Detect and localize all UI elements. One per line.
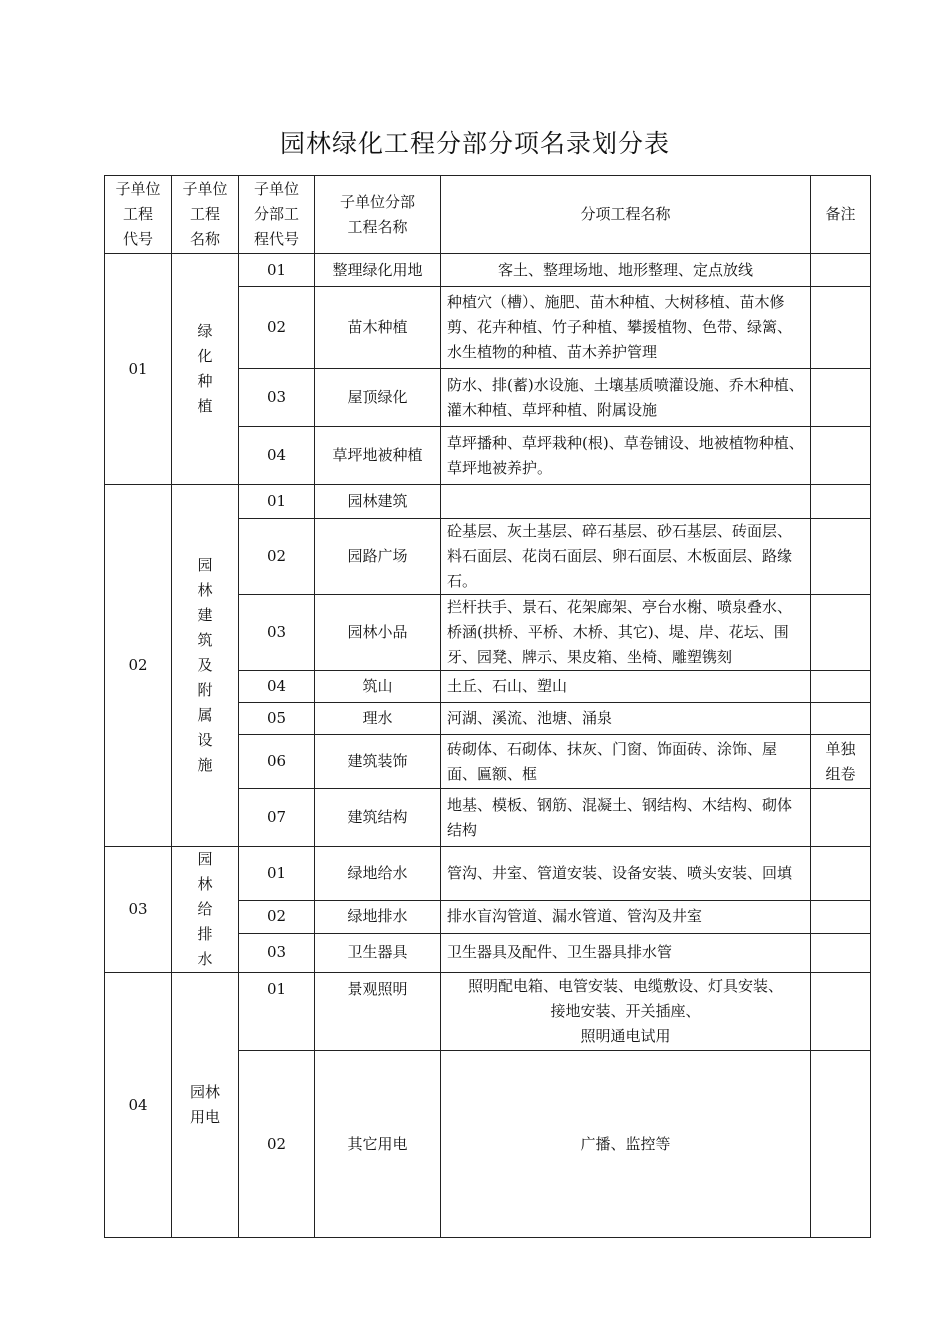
sub-code: 01 bbox=[239, 485, 315, 519]
sub-code: 05 bbox=[239, 703, 315, 735]
unit-name: 园林给排水 bbox=[172, 847, 239, 973]
items-text: 照明配电箱、电管安装、电缆敷设、灯具安装、 接地安装、开关插座、 照明通电试用 bbox=[441, 973, 811, 1051]
items-text: 地基、模板、钢筋、混凝土、钢结构、木结构、砌体结构 bbox=[441, 789, 811, 847]
remark bbox=[811, 789, 871, 847]
sub-name: 其它用电 bbox=[315, 1051, 441, 1238]
unit-name: 园林用电 bbox=[172, 973, 239, 1238]
sub-name: 园林建筑 bbox=[315, 485, 441, 519]
table-row bbox=[105, 847, 871, 901]
unit-name: 绿化种植 bbox=[172, 254, 239, 485]
header-sub-name: 子单位分部 工程名称 bbox=[315, 176, 441, 254]
sub-code: 01 bbox=[239, 254, 315, 287]
sub-code: 03 bbox=[239, 369, 315, 427]
remark bbox=[811, 933, 871, 972]
sub-code: 06 bbox=[239, 735, 315, 789]
sub-code: 03 bbox=[239, 933, 315, 972]
sub-name: 理水 bbox=[315, 703, 441, 735]
header-items: 分项工程名称 bbox=[441, 176, 811, 254]
items-text: 砼基层、灰土基层、碎石基层、砂石基层、砖面层、料石面层、花岗石面层、卵石面层、木板面层、路缘石。 bbox=[441, 519, 811, 595]
sub-name: 草坪地被种植 bbox=[315, 427, 441, 485]
items-text: 河湖、溪流、池塘、涌泉 bbox=[441, 703, 811, 735]
unit-code: 04 bbox=[105, 973, 172, 1238]
items-text: 排水盲沟管道、漏水管道、管沟及井室 bbox=[441, 900, 811, 933]
items-text: 客土、整理场地、地形整理、定点放线 bbox=[441, 254, 811, 287]
remark bbox=[811, 847, 871, 901]
remark bbox=[811, 671, 871, 703]
table-row bbox=[105, 973, 871, 1051]
header-unit-code: 子单位 工程 代号 bbox=[105, 176, 172, 254]
sub-name: 卫生器具 bbox=[315, 933, 441, 972]
page-title: 园林绿化工程分部分项名录划分表 bbox=[279, 129, 670, 158]
remark bbox=[811, 519, 871, 595]
items-text: 管沟、井室、管道安装、设备安装、喷头安装、回填 bbox=[441, 847, 811, 901]
items-text: 砖砌体、石砌体、抹灰、门窗、饰面砖、涂饰、屋面、匾额、框 bbox=[441, 735, 811, 789]
sub-name: 绿地排水 bbox=[315, 900, 441, 933]
remark bbox=[811, 973, 871, 1051]
items-text: 土丘、石山、塑山 bbox=[441, 671, 811, 703]
sub-code: 01 bbox=[239, 847, 315, 901]
sub-code: 07 bbox=[239, 789, 315, 847]
sub-name: 苗木种植 bbox=[315, 287, 441, 369]
unit-code: 03 bbox=[105, 847, 172, 973]
sub-code: 04 bbox=[239, 427, 315, 485]
remark bbox=[811, 595, 871, 671]
remark bbox=[811, 1051, 871, 1238]
header-unit-name: 子单位 工程 名称 bbox=[172, 176, 239, 254]
sub-name: 园林小品 bbox=[315, 595, 441, 671]
items-text: 卫生器具及配件、卫生器具排水管 bbox=[441, 933, 811, 972]
sub-name: 筑山 bbox=[315, 671, 441, 703]
header-row bbox=[105, 176, 871, 254]
items-text: 防水、排(蓄)水设施、土壤基质喷灌设施、乔木种植、灌木种植、草坪种植、附属设施 bbox=[441, 369, 811, 427]
remark bbox=[811, 900, 871, 933]
sub-name: 园路广场 bbox=[315, 519, 441, 595]
remark bbox=[811, 287, 871, 369]
sub-code: 01 bbox=[239, 973, 315, 1051]
unit-name: 园林建筑及附属设施 bbox=[172, 485, 239, 847]
sub-code: 02 bbox=[239, 1051, 315, 1238]
table-row bbox=[105, 254, 871, 287]
sub-name: 整理绿化用地 bbox=[315, 254, 441, 287]
sub-name: 屋顶绿化 bbox=[315, 369, 441, 427]
remark bbox=[811, 485, 871, 519]
division-table bbox=[104, 175, 871, 1238]
sub-name: 建筑装饰 bbox=[315, 735, 441, 789]
sub-code: 02 bbox=[239, 287, 315, 369]
header-remark: 备注 bbox=[811, 176, 871, 254]
items-text bbox=[441, 485, 811, 519]
sub-name: 景观照明 bbox=[315, 973, 441, 1051]
remark bbox=[811, 703, 871, 735]
header-sub-code: 子单位 分部工 程代号 bbox=[239, 176, 315, 254]
sub-name: 建筑结构 bbox=[315, 789, 441, 847]
items-text: 种植穴（槽）、施肥、苗木种植、大树移植、苗木修剪、花卉种植、竹子种植、攀援植物、色带、绿篱、水生植物的种植、苗木养护管理 bbox=[441, 287, 811, 369]
remark bbox=[811, 369, 871, 427]
remark bbox=[811, 254, 871, 287]
sub-code: 02 bbox=[239, 519, 315, 595]
unit-code: 01 bbox=[105, 254, 172, 485]
items-text: 拦杆扶手、景石、花架廊架、亭台水榭、喷泉叠水、桥涵(拱桥、平桥、木桥、其它)、堤、岸、花坛、围牙、园凳、牌示、果皮箱、坐椅、雕塑镌刻 bbox=[441, 595, 811, 671]
sub-code: 04 bbox=[239, 671, 315, 703]
remark bbox=[811, 427, 871, 485]
items-text: 草坪播种、草坪栽种(根)、草卷铺设、地被植物种植、草坪地被养护。 bbox=[441, 427, 811, 485]
sub-name: 绿地给水 bbox=[315, 847, 441, 901]
items-text: 广播、监控等 bbox=[441, 1051, 811, 1238]
unit-code: 02 bbox=[105, 485, 172, 847]
sub-code: 03 bbox=[239, 595, 315, 671]
sub-code: 02 bbox=[239, 900, 315, 933]
table-row bbox=[105, 485, 871, 519]
remark: 单独组卷 bbox=[811, 735, 871, 789]
